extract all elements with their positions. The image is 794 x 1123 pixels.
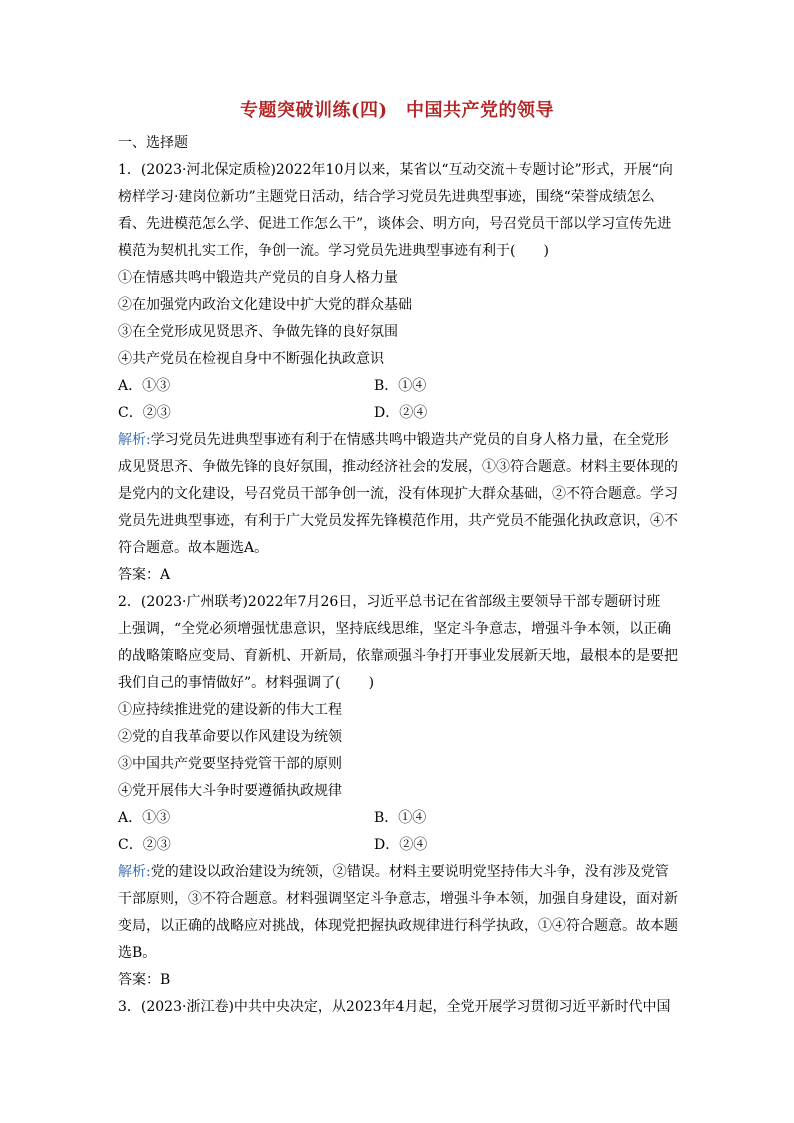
question-stem-line: 看、先进模范怎么学、促进工作怎么干”，谈体会、明方向，号召党员干部以学习宣传先进	[118, 216, 672, 232]
analysis-label: 解析:	[118, 432, 151, 448]
question-3	[118, 994, 680, 1021]
analysis-line: 变局，以正确的战略应对挑战，体现党把握执政规律进行科学执政，①④符合题意。故本题	[118, 918, 678, 934]
option-c: C．②③	[118, 405, 171, 421]
answer-line: 答案：A	[118, 567, 171, 583]
analysis-label: 解析:	[118, 864, 151, 880]
statement-item: ④党开展伟大斗争时要遵循执政规律	[118, 783, 342, 799]
analysis-line: 党员先进典型事迹，有利于广大党员发挥先锋模范作用，共产党员不能强化执政意识，④不	[118, 513, 678, 529]
option-c: C．②③	[118, 837, 171, 853]
statement-item: ①在情感共鸣中锻造共产党员的自身人格力量	[118, 270, 398, 286]
analysis-text: 党的建设以政治建设为统领，②错误。材料主要说明党坚持伟大斗争，没有涉及党管	[150, 864, 669, 880]
question-stem-line: 1．(2023·河北保定质检)2022年10月以来，某省以“互动交流＋专题讨论”形式，开展“向	[118, 162, 673, 178]
statement-item: ④共产党员在检视自身中不断强化执政意识	[118, 351, 384, 367]
option-d: D．②④	[374, 837, 428, 853]
statement-item: ③中国共产党要坚持党管干部的原则	[118, 756, 342, 772]
analysis-line: 是党内的文化建设，号召党员干部争创一流，没有体现扩大群众基础，②不符合题意。学习	[118, 486, 678, 502]
section-heading: 一、选择题	[118, 135, 188, 151]
analysis-line: 干部原则，③不符合题意。材料强调坚定斗争意志，增强斗争本领，加强自身建设，面对新	[118, 891, 678, 907]
analysis-text: 学习党员先进典型事迹有利于在情感共鸣中锻造共产党员的自身人格力量，在全党形	[150, 432, 669, 448]
statement-item: ③在全党形成见贤思齐、争做先锋的良好氛围	[118, 324, 398, 340]
page-title: 专题突破训练(四) 中国共产党的领导	[239, 100, 555, 121]
statement-item: ②在加强党内政治文化建设中扩大党的群众基础	[118, 297, 412, 313]
analysis-line	[118, 859, 680, 886]
options-row	[118, 400, 680, 427]
question-stem-line: 我们自己的事情做好”。材料强调了( )	[118, 675, 375, 691]
statement-item: ①应持续推进党的建设新的伟大工程	[118, 702, 342, 718]
document-body	[118, 130, 680, 1021]
analysis-line	[118, 427, 680, 454]
question-1	[118, 157, 680, 589]
answer-line: 答案：B	[118, 972, 171, 988]
analysis-line: 成见贤思齐、争做先锋的良好氛围，推动经济社会的发展，①③符合题意。材料主要体现的	[118, 459, 678, 475]
question-stem-line: 3．(2023·浙江卷)中共中央决定，从2023年4月起，全党开展学习贯彻习近平新时代中国	[118, 999, 671, 1015]
question-stem-line: 榜样学习·建岗位新功”主题党日活动，结合学习党员先进典型事迹，围绕“荣誉成绩怎么	[118, 189, 655, 205]
option-d: D．②④	[374, 405, 428, 421]
options-row	[118, 805, 680, 832]
question-stem-line: 上强调，“全党必须增强忧患意识，坚持底线思维，坚定斗争意志，增强斗争本领，以正确	[118, 621, 672, 637]
analysis-line: 符合题意。故本题选A。	[118, 540, 269, 556]
question-2	[118, 589, 680, 994]
options-row	[118, 832, 680, 859]
question-stem-line: 2．(2023·广州联考)2022年7月26日，习近平总书记在省部级主要领导干部专题研讨班	[118, 594, 661, 610]
option-b: B．①④	[374, 378, 427, 394]
analysis-line: 选B。	[118, 945, 157, 961]
option-a: A．①③	[118, 810, 171, 826]
options-row	[118, 373, 680, 400]
option-b: B．①④	[374, 810, 427, 826]
statement-item: ②党的自我革命要以作风建设为统领	[118, 729, 342, 745]
option-a: A．①③	[118, 378, 171, 394]
question-stem-line: 的战略策略应变局、育新机、开新局，依靠顽强斗争打开事业发展新天地，最根本的是要把	[118, 648, 678, 664]
question-stem-line: 模范为契机扎实工作，争创一流。学习党员先进典型事迹有利于( )	[118, 243, 549, 259]
